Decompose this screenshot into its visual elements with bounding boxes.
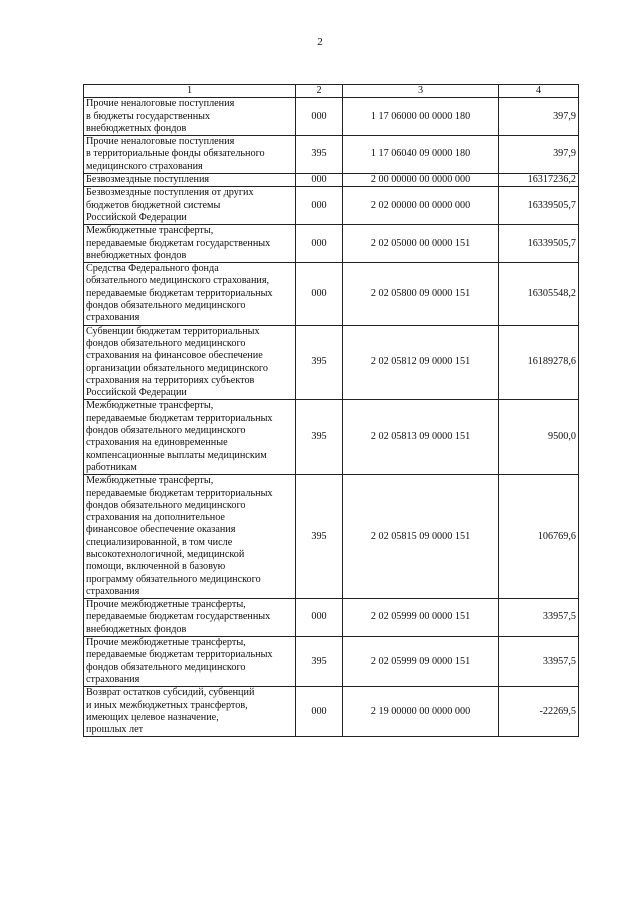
table-row <box>84 475 579 599</box>
row-name-cell: Прочие неналоговые поступления в территориальные фонды обязательного медицинского страхования <box>84 136 296 174</box>
row-name-cell: Межбюджетные трансферты, передаваемые бюджетам территориальных фондов обязательного медицинского страхования на дополнительное финансовое обеспечение оказания специализированной, в том числе высокотехнологичной, медицинской помощи, включенной в базовую программу обязательного медицинского страхования <box>84 475 296 599</box>
row-budget-code-cell: 2 02 05813 09 0000 151 <box>343 400 499 475</box>
row-amount-cell: 16189278,6 <box>499 325 579 400</box>
row-admin-code-cell: 000 <box>296 263 343 325</box>
row-amount-cell: 16339505,7 <box>499 225 579 263</box>
row-amount-cell: 33957,5 <box>499 599 579 637</box>
row-admin-code-cell: 000 <box>296 687 343 737</box>
table-body <box>84 98 579 737</box>
row-amount-cell: 16317236,2 <box>499 174 579 187</box>
row-budget-code-cell: 1 17 06040 09 0000 180 <box>343 136 499 174</box>
row-budget-code-cell: 2 02 05999 00 0000 151 <box>343 599 499 637</box>
row-name-cell: Прочие межбюджетные трансферты, передаваемые бюджетам государственных внебюджетных фондов <box>84 599 296 637</box>
row-name-cell: Средства Федерального фонда обязательного медицинского страхования, передаваемые бюджетам территориальных фондов обязательного медицинского страхования <box>84 263 296 325</box>
row-admin-code-cell: 000 <box>296 225 343 263</box>
row-amount-cell: -22269,5 <box>499 687 579 737</box>
row-budget-code-cell: 2 02 05000 00 0000 151 <box>343 225 499 263</box>
row-admin-code-cell: 000 <box>296 599 343 637</box>
row-admin-code-cell: 000 <box>296 187 343 225</box>
row-amount-cell: 106769,6 <box>499 475 579 599</box>
row-amount-cell: 16305548,2 <box>499 263 579 325</box>
table-row <box>84 225 579 263</box>
table-row <box>84 325 579 400</box>
row-amount-cell: 397,9 <box>499 98 579 136</box>
row-admin-code-cell: 000 <box>296 174 343 187</box>
table-row <box>84 174 579 187</box>
row-amount-cell: 16339505,7 <box>499 187 579 225</box>
row-budget-code-cell: 2 19 00000 00 0000 000 <box>343 687 499 737</box>
table-row <box>84 136 579 174</box>
header-cell: 2 <box>296 85 343 98</box>
row-amount-cell: 33957,5 <box>499 637 579 687</box>
table-row <box>84 263 579 325</box>
table-header-row <box>84 85 579 98</box>
row-name-cell: Субвенции бюджетам территориальных фондов обязательного медицинского страхования на финансовое обеспечение организации обязательного медицинского страхования на территориях субъектов Российской Федерации <box>84 325 296 400</box>
row-admin-code-cell: 395 <box>296 637 343 687</box>
row-name-cell: Безвозмездные поступления <box>84 174 296 187</box>
row-budget-code-cell: 2 02 00000 00 0000 000 <box>343 187 499 225</box>
row-budget-code-cell: 2 00 00000 00 0000 000 <box>343 174 499 187</box>
header-cell: 3 <box>343 85 499 98</box>
row-admin-code-cell: 395 <box>296 400 343 475</box>
row-budget-code-cell: 2 02 05999 09 0000 151 <box>343 637 499 687</box>
table-row <box>84 599 579 637</box>
row-budget-code-cell: 2 02 05800 09 0000 151 <box>343 263 499 325</box>
row-name-cell: Возврат остатков субсидий, субвенций и иных межбюджетных трансфертов, имеющих целевое назначение, прошлых лет <box>84 687 296 737</box>
table-row <box>84 187 579 225</box>
table-row <box>84 98 579 136</box>
table-row <box>84 637 579 687</box>
page-number: 2 <box>317 36 323 48</box>
row-name-cell: Межбюджетные трансферты, передаваемые бюджетам государственных внебюджетных фондов <box>84 225 296 263</box>
row-admin-code-cell: 395 <box>296 136 343 174</box>
row-amount-cell: 397,9 <box>499 136 579 174</box>
header-cell: 1 <box>84 85 296 98</box>
row-name-cell: Межбюджетные трансферты, передаваемые бюджетам территориальных фондов обязательного медицинского страхования на единовременные компенсационные выплаты медицинским работникам <box>84 400 296 475</box>
row-admin-code-cell: 000 <box>296 98 343 136</box>
header-cell: 4 <box>499 85 579 98</box>
row-budget-code-cell: 2 02 05815 09 0000 151 <box>343 475 499 599</box>
row-admin-code-cell: 395 <box>296 475 343 599</box>
budget-table <box>83 84 579 737</box>
table-row <box>84 400 579 475</box>
row-name-cell: Прочие неналоговые поступления в бюджеты государственных внебюджетных фондов <box>84 98 296 136</box>
row-name-cell: Безвозмездные поступления от других бюджетов бюджетной системы Российской Федерации <box>84 187 296 225</box>
row-name-cell: Прочие межбюджетные трансферты, передаваемые бюджетам территориальных фондов обязательного медицинского страхования <box>84 637 296 687</box>
row-amount-cell: 9500,0 <box>499 400 579 475</box>
row-budget-code-cell: 2 02 05812 09 0000 151 <box>343 325 499 400</box>
table-row <box>84 687 579 737</box>
row-budget-code-cell: 1 17 06000 00 0000 180 <box>343 98 499 136</box>
row-admin-code-cell: 395 <box>296 325 343 400</box>
